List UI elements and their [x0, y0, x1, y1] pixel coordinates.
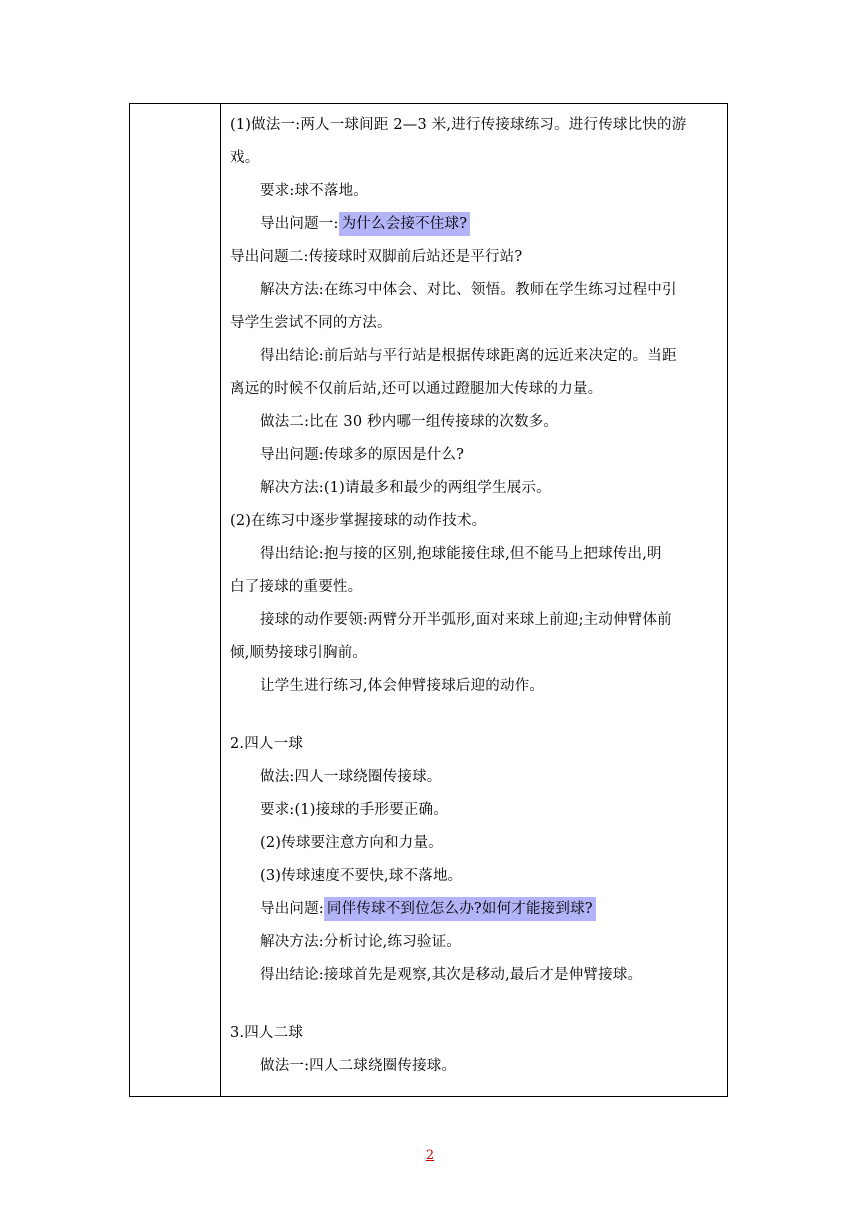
text-line: 导学生尝试不同的方法。 — [230, 315, 392, 331]
lesson-table — [129, 103, 728, 1097]
text-line: 做法二:比在 30 秒内哪一组传接球的次数多。 — [260, 414, 559, 430]
text-line: 做法一:四人二球绕圈传接球。 — [260, 1058, 457, 1074]
text-line: 让学生进行练习,体会伸臂接球后迎的动作。 — [260, 678, 545, 694]
text-line: 倾,顺势接球引胸前。 — [230, 645, 368, 661]
text-line: 离远的时候不仅前后站,还可以通过蹬腿加大传球的力量。 — [230, 381, 603, 397]
text-line: 解决方法:分析讨论,练习验证。 — [260, 934, 461, 950]
text-segment: 导出问题: — [260, 901, 324, 917]
text-line: 解决方法:(1)请最多和最少的两组学生展示。 — [260, 480, 551, 496]
text-line: 白了接球的重要性。 — [230, 579, 363, 595]
text-line — [260, 899, 596, 919]
text-line: 接球的动作要领:两臂分开半弧形,面对来球上前迎;主动伸臂体前 — [260, 612, 672, 628]
text-line: (3)传球速度不要快,球不落地。 — [260, 868, 463, 884]
text-line: 戏。 — [230, 150, 260, 166]
text-line: 要求:(1)接球的手形要正确。 — [260, 802, 448, 818]
table-content-cell — [222, 104, 727, 1096]
highlighted-text: 同伴传球不到位怎么办?如何才能接到球? — [324, 897, 596, 921]
text-line: 导出问题二:传接球时双脚前后站还是平行站? — [230, 249, 523, 265]
highlighted-text: 为什么会接不住球? — [339, 212, 471, 236]
text-line — [260, 214, 470, 234]
text-line: (2)在练习中逐步掌握接球的动作技术。 — [230, 513, 487, 529]
table-left-column — [130, 104, 221, 1096]
page-number: 2 — [425, 1148, 435, 1163]
text-line: 得出结论:抱与接的区别,抱球能接住球,但不能马上把球传出,明 — [260, 546, 662, 562]
text-segment: 导出问题一: — [260, 216, 339, 232]
section-heading: 3.四人二球 — [230, 1025, 304, 1041]
text-line: 解决方法:在练习中体会、对比、领悟。教师在学生练习过程中引 — [260, 282, 677, 298]
text-line: 导出问题:传球多的原因是什么? — [260, 447, 465, 463]
text-line: 得出结论:接球首先是观察,其次是移动,最后才是伸臂接球。 — [260, 967, 643, 983]
text-line: 做法:四人一球绕圈传接球。 — [260, 769, 442, 785]
text-line: (2)传球要注意方向和力量。 — [260, 835, 443, 851]
text-line: 要求:球不落地。 — [260, 183, 368, 199]
section-heading: 2.四人一球 — [230, 736, 304, 752]
text-line: (1)做法一:两人一球间距 2—3 米,进行传接球练习。进行传球比快的游 — [230, 117, 687, 133]
text-line: 得出结论:前后站与平行站是根据传球距离的远近来决定的。当距 — [260, 348, 677, 364]
